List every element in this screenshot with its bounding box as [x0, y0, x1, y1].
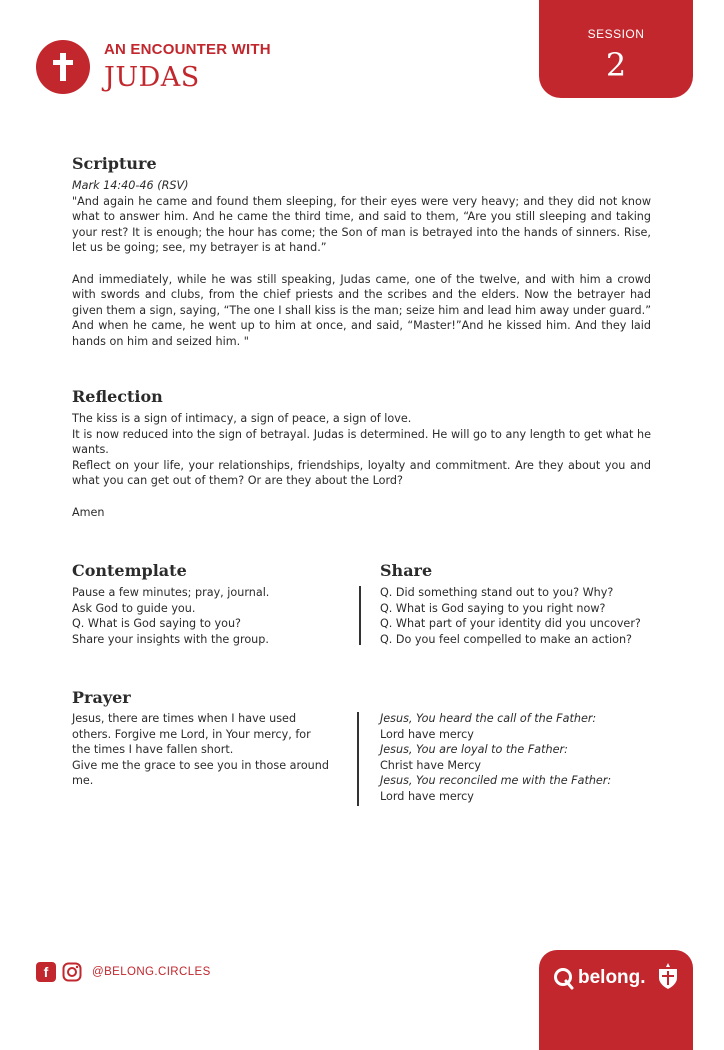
contemplate-line: Ask God to guide you.	[72, 601, 196, 615]
brand-wordmark: belong.	[578, 967, 646, 988]
reflection-block	[72, 411, 651, 520]
share-line: Q. Did something stand out to you? Why?	[380, 586, 614, 599]
prayer-text-1: Jesus, there are times when I have used others. Forgive me Lord, in Your mercy, for the times I have fallen short.	[72, 712, 311, 757]
share-block	[380, 585, 652, 647]
litany-response: Christ have Mercy	[380, 758, 482, 772]
scripture-block	[72, 178, 651, 350]
reflection-line-1: The kiss is a sign of intimacy, a sign of peace, a sign of love.	[72, 412, 412, 425]
reflection-line-2: It is now reduced into the sign of betrayal. Judas is determined. He will go to any length to get what he wants.	[72, 427, 651, 457]
litany-divider	[357, 712, 359, 806]
logo-badge	[36, 40, 90, 94]
reflection-heading: Reflection	[72, 387, 163, 406]
scripture-paragraph-1: "And again he came and found them sleeping, for their eyes were very heavy; and they did not know what to answer him. And he came the third time, and said to them, “Are you still sleeping and taking your rest? It is enough; the hour has come; the Son of man is betrayed into the hands of sinners. Rise, let us be going; see, my betrayer is at hand.”	[72, 194, 651, 255]
share-line: Q. Do you feel compelled to make an action?	[380, 632, 632, 646]
share-divider	[359, 586, 361, 645]
litany-call: Jesus, You heard the call of the Father:	[380, 712, 597, 725]
cross-icon	[51, 52, 75, 82]
belong-logo-icon	[553, 967, 575, 991]
litany-call: Jesus, You reconciled me with the Father:	[380, 774, 612, 788]
contemplate-line: Share your insights with the group.	[72, 632, 269, 646]
contemplate-line: Pause a few minutes; pray, journal.	[72, 586, 270, 599]
scripture-reference: Mark 14:40-46 (RSV)	[72, 179, 189, 192]
header-subtitle: AN ENCOUNTER WITH	[104, 41, 271, 58]
crest-icon	[657, 962, 679, 990]
social-handle[interactable]: @BELONG.CIRCLES	[92, 966, 211, 978]
session-label: SESSION	[587, 27, 645, 41]
reflection-closing: Amen	[72, 505, 105, 519]
share-line: Q. What part of your identity did you uncover?	[380, 617, 641, 631]
instagram-icon[interactable]	[62, 962, 82, 982]
contemplate-heading: Contemplate	[72, 561, 187, 580]
prayer-heading: Prayer	[72, 688, 131, 707]
litany-response: Lord have mercy	[380, 789, 474, 803]
page-title: JUDAS	[104, 62, 200, 93]
session-number: 2	[605, 46, 627, 84]
reflection-line-3: Reflect on your life, your relationships, friendships, loyalty and commitment. Are they about you and what you can get out of them? Or are they about the Lord?	[72, 458, 651, 488]
litany-block	[380, 711, 652, 805]
share-heading: Share	[380, 561, 433, 580]
share-line: Q. What is God saying to you right now?	[380, 601, 606, 615]
prayer-block	[72, 711, 330, 789]
social-links	[36, 962, 211, 982]
brand-tab	[539, 950, 693, 1050]
scripture-paragraph-2: And immediately, while he was still speaking, Judas came, one of the twelve, and with him a crowd with swords and clubs, from the chief priests and the scribes and the elders. Now the betrayer had given them a sign, saying, “The one I shall kiss is the man; seize him and lead him away under guard.” And when he came, he went up to him at once, and said, “Master!”And he kissed him. And they laid hands on him and seized him. "	[72, 272, 651, 348]
litany-call: Jesus, You are loyal to the Father:	[380, 743, 568, 757]
facebook-icon[interactable]: f	[36, 962, 56, 982]
contemplate-line: Q. What is God saying to you?	[72, 617, 241, 631]
litany-response: Lord have mercy	[380, 727, 474, 741]
prayer-text-2: Give me the grace to see you in those around me.	[72, 758, 329, 788]
session-tab	[539, 0, 693, 98]
contemplate-block	[72, 585, 342, 647]
scripture-heading: Scripture	[72, 154, 157, 173]
